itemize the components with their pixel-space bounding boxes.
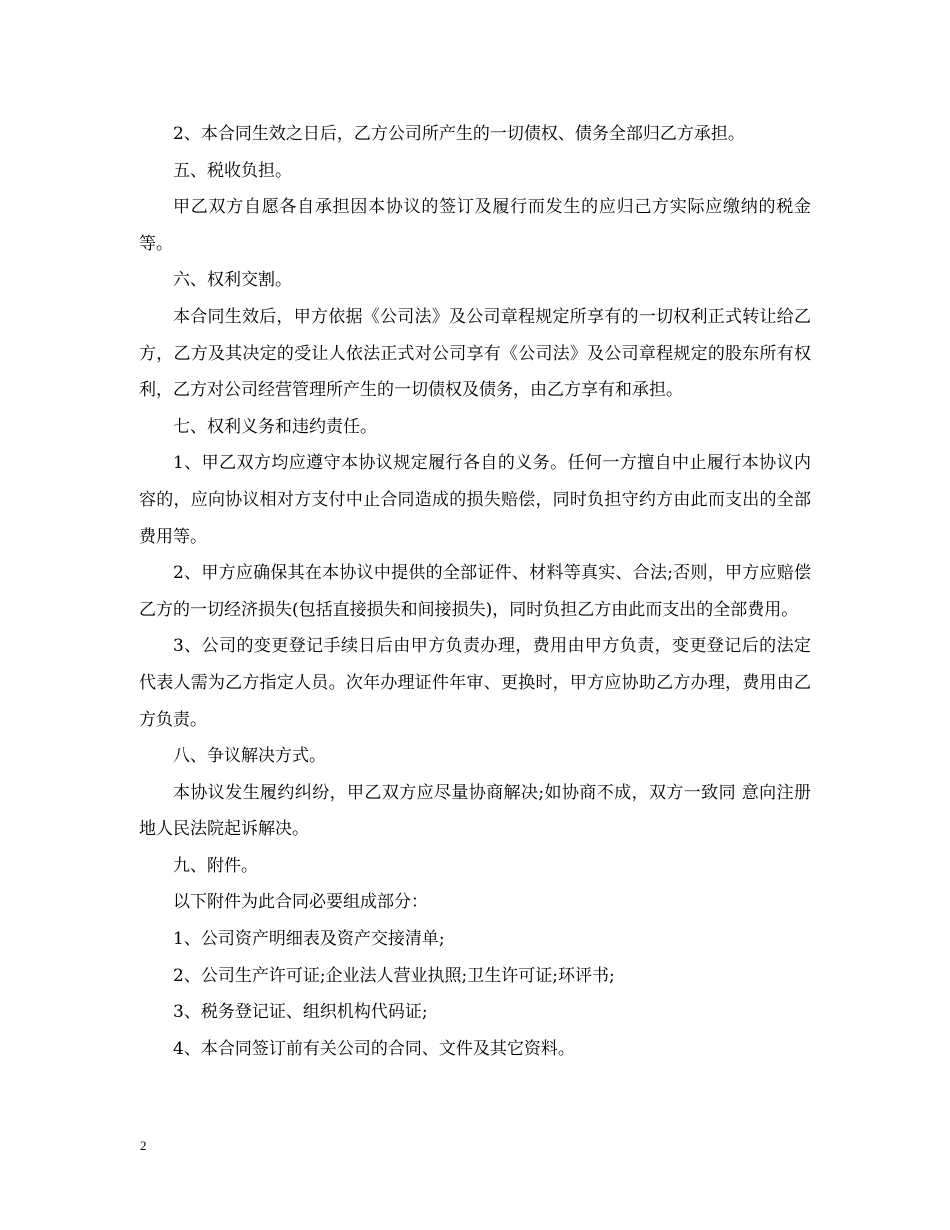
- document-body: [139, 116, 811, 1067]
- attachment-item-1: 1、公司资产明细表及资产交接清单;: [173, 929, 445, 950]
- attachment-item-3: 3、税务登记证、组织机构代码证;: [173, 1002, 428, 1023]
- paragraph-clause-2: 2、本合同生效之日后，乙方公司所产生的一切债权、债务全部归乙方承担。: [173, 124, 745, 144]
- paragraph-tax: 甲乙双方自愿各自承担因本协议的签订及履行而发生的应归己方实际应缴纳的税金等。: [139, 197, 811, 254]
- paragraph-obligation-1: 1、甲乙双方均应遵守本协议规定履行各自的义务。任何一方擅自中止履行本协议内容的，应向协议相对方支付中止合同造成的损失赔偿，同时负担守约方由此而支出的全部费用等。: [139, 453, 811, 547]
- paragraph-rights-transfer: 本合同生效后，甲方依据《公司法》及公司章程规定所享有的一切权利正式转让给乙方，乙方及其决定的受让人依法正式对公司享有《公司法》及公司章程规定的股东所有权利，乙方对公司经营管理所产生的一切债权及债务，由乙方享有和承担。: [139, 306, 811, 401]
- heading-attachments: 九、附件。: [173, 855, 258, 876]
- paragraph-obligation-3: 3、公司的变更登记手续日后由甲方负责办理，费用由甲方负责，变更登记后的法定代表人需为乙方指定人员。次年办理证件年审、更换时，甲方应协助乙方办理，费用由乙方负责。: [139, 636, 811, 730]
- attachment-item-2: 2、公司生产许可证;企业法人营业执照;卫生许可证;环评书;: [173, 965, 615, 986]
- paragraph-obligation-2: 2、甲方应确保其在本协议中提供的全部证件、材料等真实、合法;否则，甲方应赔偿乙方的一切经济损失(包括直接损失和间接损失)，同时负担乙方由此而支出的全部费用。: [139, 563, 811, 620]
- page-number: 2: [140, 1138, 147, 1153]
- heading-tax: 五、税收负担。: [173, 160, 292, 181]
- heading-obligations: 七、权利义务和违约责任。: [173, 416, 377, 437]
- paragraph-attachments-intro: 以下附件为此合同必要组成部分：: [173, 892, 428, 913]
- attachment-item-4: 4、本合同签订前有关公司的合同、文件及其它资料。: [173, 1038, 575, 1059]
- paragraph-dispute: 本协议发生履约纠纷，甲乙双方应尽量协商解决;如协商不成，双方一致同 意向注册地人民法院起诉解决。: [139, 782, 811, 840]
- heading-dispute: 八、争议解决方式。: [173, 746, 326, 767]
- heading-rights-transfer: 六、权利交割。: [173, 270, 292, 291]
